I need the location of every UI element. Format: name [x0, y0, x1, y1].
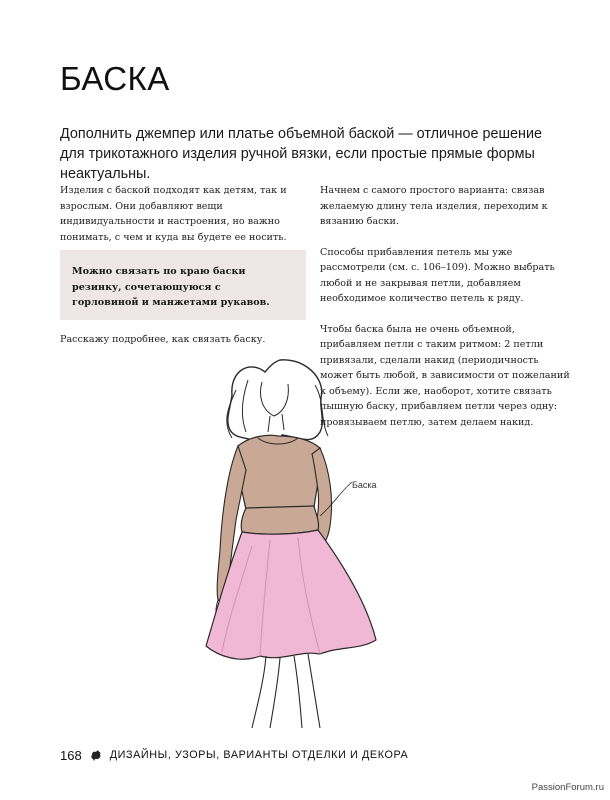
callout-label-baska: Баска: [352, 480, 377, 490]
neck: [268, 414, 284, 432]
section-title: ДИЗАЙНЫ, УЗОРЫ, ВАРИАНТЫ ОТДЕЛКИ И ДЕКОРА: [109, 749, 409, 761]
right-paragraph-3: Чтобы баска была не очень объемной, прибавляем петли с таким ритмом: 2 петли привязали, сделали накид (периодичность может быть любой, в зависимости от пожеланий к объему). Если же, наоборот, хотите связать пышную баску, прибавляем петли через одну: провязываем петлю, затем делаем накид.: [320, 323, 570, 428]
right-paragraph-1: Начнем с самого простого варианта: связав желаемую длину тела изделия, переходим к вязанию баски.: [320, 185, 548, 227]
page-footer: [60, 745, 408, 765]
hair: [228, 360, 322, 445]
sweater: [238, 435, 321, 510]
left-paragraph-1: Изделия с баской подходят как детям, так и взрослым. Они добавляют вещи индивидуальности и настроения, но важно понимать, с чем и куда вы будете ее носить.: [60, 185, 287, 243]
left-leg: [252, 656, 280, 728]
face: [261, 382, 289, 416]
hair-strands: [227, 380, 328, 438]
page-title: БАСКА: [60, 60, 170, 97]
peplum: [241, 506, 318, 534]
lead-paragraph: Дополнить джемпер или платье объемной баской — отличное решение для трикотажного изделия ручной вязки, если простые прямые формы неактуальны.: [60, 126, 543, 182]
note-text: Можно связать по краю баски резинку, сочетающуюся с горловиной и манжетами рукавов.: [72, 266, 270, 308]
left-column: [60, 183, 310, 260]
page-number: 168: [60, 747, 82, 763]
watermark: PassionForum.ru: [531, 782, 604, 793]
left-paragraph-2: Расскажу подробнее, как связать баску.: [60, 334, 266, 345]
hen-icon: [90, 749, 102, 761]
note-box: [60, 250, 306, 320]
fashion-illustration: [170, 350, 410, 730]
right-leg: [294, 654, 320, 728]
right-paragraph-2: Способы прибавления петель мы уже рассмотрели (см. с. 106–109). Можно выбрать любой и не закрывая петли, добавляем необходимое количество петель к ряду.: [320, 246, 555, 304]
